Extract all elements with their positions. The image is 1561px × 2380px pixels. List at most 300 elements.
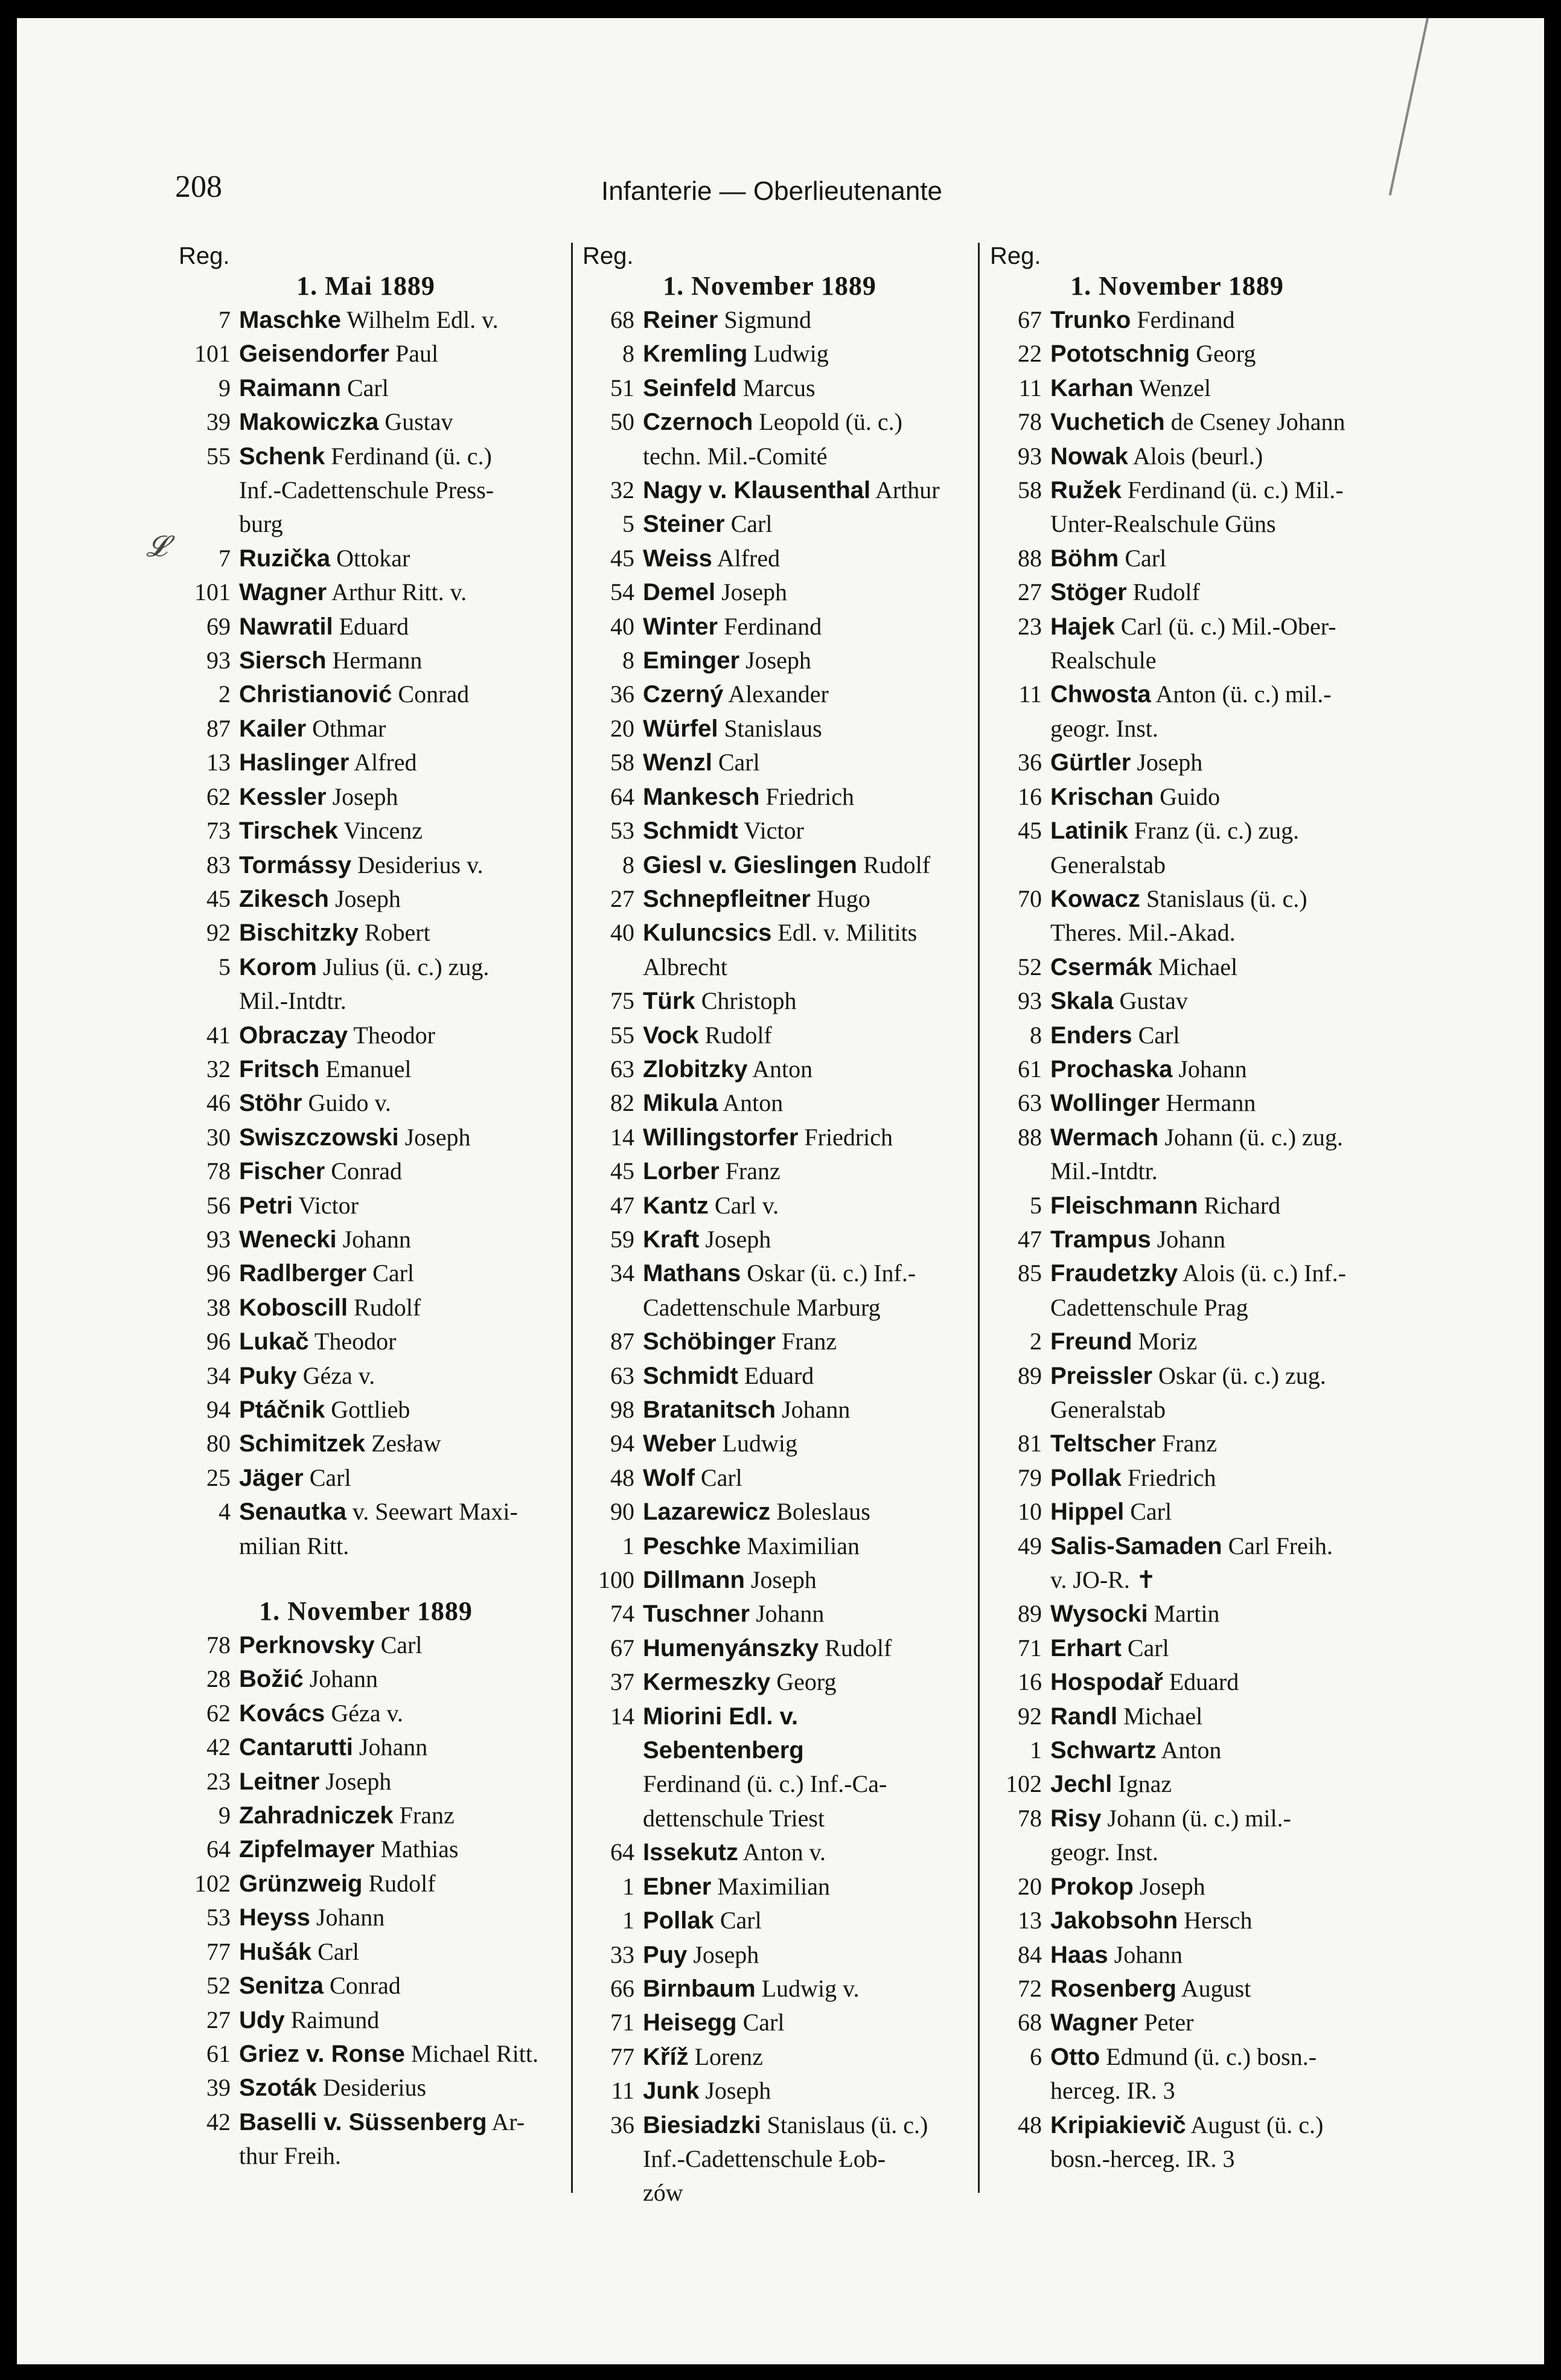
regiment-number: 63 <box>610 1361 634 1389</box>
list-item <box>583 1427 957 1460</box>
regiment-number: 1 <box>622 1872 634 1900</box>
officer-entry <box>239 1461 553 1495</box>
officer-entry <box>643 337 957 371</box>
entry-continuation: techn. Mil.-Comité <box>643 442 828 470</box>
officer-entry <box>643 303 957 337</box>
officer-entry <box>239 848 553 882</box>
regiment-number: 55 <box>206 442 231 470</box>
officer-details: Joseph <box>1137 749 1203 776</box>
officer-details: Joseph <box>1139 1872 1205 1900</box>
entry-continuation: herceg. IR. 3 <box>1050 2077 1175 2105</box>
officer-surname: Kříž <box>643 2043 689 2070</box>
entry-continuation: Realschule <box>1050 647 1157 674</box>
officer-entry <box>643 1325 957 1358</box>
entry-continuation: Inf.-Cadettenschule Press- <box>239 476 494 504</box>
regiment-number: 82 <box>610 1089 634 1117</box>
officer-entry <box>239 1359 553 1393</box>
reg-header: Reg. <box>583 243 634 269</box>
officer-entry <box>643 677 957 711</box>
column-2 <box>583 243 957 2210</box>
list-item <box>179 337 553 371</box>
officer-surname: Czerný <box>643 681 724 708</box>
regiment-number: 11 <box>1018 680 1042 708</box>
officer-details: Richard <box>1204 1191 1281 1219</box>
list-item <box>990 1597 1364 1631</box>
regiment-number: 78 <box>1018 1804 1042 1832</box>
officer-entry <box>239 1867 553 1901</box>
list-item <box>179 2037 553 2071</box>
officer-surname: Gürtler <box>1050 749 1131 776</box>
officer-details: Conrad <box>330 1972 401 2000</box>
officer-details: Guido <box>1160 782 1221 810</box>
officer-details: Alois (beurl.) <box>1132 442 1263 470</box>
list-item <box>990 882 1364 916</box>
entry-continuation: Ferdinand (ü. c.) Inf.-Ca- <box>643 1770 887 1798</box>
list-item <box>179 610 553 644</box>
list-item <box>583 1086 957 1120</box>
regiment-number: 8 <box>622 851 634 878</box>
regiment-number: 10 <box>1018 1498 1042 1526</box>
officer-details: Conrad <box>398 680 470 708</box>
regiment-number: 69 <box>206 612 231 640</box>
regiment-number: 47 <box>1018 1225 1042 1253</box>
list-item <box>179 1121 553 1154</box>
section-date: 1. November 1889 <box>259 1596 473 1627</box>
officer-details: Alfred <box>717 544 780 572</box>
officer-surname: Giesl v. Gieslingen <box>643 851 857 878</box>
officer-entry <box>239 2003 553 2037</box>
officer-entry <box>239 1154 553 1188</box>
officer-entry <box>239 1935 553 1969</box>
officer-surname: Kraft <box>643 1226 700 1253</box>
officer-details: Stanislaus (ü. c.) <box>767 2111 928 2138</box>
regiment-number: 81 <box>1018 1430 1042 1457</box>
list-item <box>179 1901 553 1934</box>
officer-surname: Böhm <box>1050 545 1119 572</box>
officer-entry <box>239 303 553 337</box>
officer-details: Carl <box>742 2009 785 2036</box>
officer-entry <box>239 712 553 746</box>
officer-details: Carl <box>1125 544 1167 572</box>
officer-entry <box>239 1256 553 1290</box>
officer-surname: Csermák <box>1050 953 1153 980</box>
officer-entry <box>239 1121 553 1154</box>
officer-entry <box>1050 1938 1364 1972</box>
regiment-number: 100 <box>598 1566 634 1594</box>
officer-surname: Jäger <box>239 1464 304 1491</box>
officer-details: August (ü. c.) <box>1190 2111 1324 2138</box>
regiment-number: 90 <box>610 1498 634 1526</box>
officer-entry <box>1050 1256 1364 1290</box>
officer-details: Ferdinand <box>724 612 822 640</box>
officer-details: Hermann <box>1166 1089 1256 1117</box>
officer-surname: Mankesch <box>643 783 760 810</box>
officer-surname: Birnbaum <box>643 1975 756 2002</box>
officer-details: Georg <box>1196 340 1256 368</box>
column-rule <box>571 243 573 2193</box>
officer-entry <box>239 371 553 405</box>
officer-entry <box>1050 440 1364 473</box>
officer-surname: Leitner <box>239 1768 320 1795</box>
regiment-number: 85 <box>1018 1259 1042 1287</box>
officer-details: Peter <box>1144 2009 1194 2036</box>
officer-entry <box>643 1086 957 1120</box>
officer-entry <box>1050 984 1364 1018</box>
officer-details: Alexander <box>728 680 829 708</box>
list-item <box>583 882 957 916</box>
officer-entry <box>1050 371 1364 405</box>
officer-details: Franz <box>725 1157 780 1185</box>
officer-entry <box>239 1393 553 1427</box>
regiment-number: 58 <box>610 749 634 776</box>
officer-entry <box>1050 1359 1364 1393</box>
officer-details: Friedrich <box>1127 1464 1216 1491</box>
list-item <box>990 1052 1364 1086</box>
officer-surname: Petri <box>239 1192 293 1219</box>
list-item <box>583 916 957 950</box>
officer-entry <box>1050 1427 1364 1460</box>
regiment-number: 36 <box>610 2111 634 2138</box>
entry-continuation: Cadettenschule Prag <box>1050 1293 1248 1321</box>
list-item <box>583 1461 957 1495</box>
officer-surname: Pollak <box>1050 1464 1122 1491</box>
regiment-number: 88 <box>1018 544 1042 572</box>
officer-surname: Koboscill <box>239 1294 348 1321</box>
officer-details: Victor <box>298 1191 359 1219</box>
officer-entry <box>643 2074 957 2108</box>
officer-details: Rudolf <box>704 1021 772 1049</box>
officer-entry <box>643 1870 957 1904</box>
officer-entry <box>239 440 553 473</box>
officer-entry <box>239 916 553 950</box>
officer-surname: Skala <box>1050 988 1114 1015</box>
list-item <box>179 1799 553 1832</box>
list-item <box>990 1121 1364 1154</box>
list-item <box>583 1189 957 1223</box>
section-date: 1. November 1889 <box>663 271 876 301</box>
officer-entry <box>643 1427 957 1460</box>
officer-details: Joseph <box>721 578 787 606</box>
officer-details: Raimund <box>290 2006 380 2033</box>
list-item <box>990 1495 1364 1529</box>
entry-continuation: Mil.-Intdtr. <box>239 987 346 1015</box>
officer-surname: Seinfeld <box>643 374 737 401</box>
list-item <box>179 1189 553 1223</box>
officer-surname: Mathans <box>643 1260 741 1287</box>
regiment-number: 75 <box>610 987 634 1015</box>
officer-surname: Wolf <box>643 1464 695 1491</box>
regiment-number: 73 <box>206 817 231 845</box>
officer-surname: Fischer <box>239 1158 325 1185</box>
entry-continuation: Generalstab <box>1050 1396 1166 1423</box>
regiment-number: 70 <box>1018 885 1042 912</box>
officer-surname: Zipfelmayer <box>239 1836 375 1863</box>
officer-details: Marcus <box>742 374 816 401</box>
officer-details: Sigmund <box>724 306 811 333</box>
list-item <box>583 507 957 541</box>
officer-details: Vincenz <box>343 817 423 845</box>
regiment-number: 67 <box>610 1634 634 1662</box>
officer-details: Joseph <box>705 2077 771 2105</box>
officer-entry <box>1050 1529 1364 1563</box>
section-date: 1. November 1889 <box>1070 271 1284 301</box>
officer-details: Ferdinand (ü. c.) Mil.- <box>1127 476 1344 504</box>
officer-details: Wenzel <box>1139 374 1211 401</box>
list-item <box>583 848 957 882</box>
regiment-number: 101 <box>194 340 231 368</box>
list-item <box>179 1730 553 1764</box>
officer-surname: Heyss <box>239 1904 310 1931</box>
officer-surname: Griez v. Ronse <box>239 2040 405 2067</box>
officer-entry <box>239 1901 553 1934</box>
officer-surname: Prokop <box>1050 1873 1134 1900</box>
officer-entry <box>239 1697 553 1730</box>
officer-details: Martin <box>1154 1600 1220 1628</box>
officer-surname: Puy <box>643 1941 688 1968</box>
list-item <box>990 1189 1364 1223</box>
officer-details: Ottokar <box>336 544 410 572</box>
officer-surname: Chwosta <box>1050 681 1151 708</box>
list-item <box>990 542 1364 575</box>
regiment-number: 89 <box>1018 1600 1042 1628</box>
officer-surname: Freund <box>1050 1328 1132 1355</box>
officer-details: Joseph <box>705 1225 771 1253</box>
list-item <box>179 1832 553 1866</box>
regiment-number: 36 <box>1018 749 1042 776</box>
entry-continuation: Mil.-Intdtr. <box>1050 1157 1158 1185</box>
officer-surname: Christianović <box>239 681 392 708</box>
officer-surname: Senitza <box>239 1972 324 2000</box>
officer-surname: Türk <box>643 988 695 1015</box>
officer-surname: Kantz <box>643 1192 709 1219</box>
officer-entry <box>1050 1631 1364 1665</box>
officer-surname: Nowak <box>1050 443 1128 470</box>
officer-entry <box>643 507 957 541</box>
list-item <box>583 814 957 848</box>
regiment-number: 8 <box>1030 1021 1042 1049</box>
regiment-number: 23 <box>206 1767 231 1795</box>
officer-entry <box>1050 1189 1364 1223</box>
regiment-number: 50 <box>610 408 634 436</box>
entry-continuation: bosn.-herceg. IR. 3 <box>1050 2145 1235 2172</box>
regiment-number: 77 <box>610 2043 634 2070</box>
list-item <box>179 2071 553 2105</box>
regiment-number: 38 <box>206 1293 231 1321</box>
officer-details: Carl <box>718 749 760 776</box>
officer-entry <box>643 984 957 1018</box>
list-item <box>583 644 957 677</box>
regiment-number: 5 <box>1030 1191 1042 1219</box>
reg-header: Reg. <box>179 243 230 269</box>
officer-entry <box>643 1631 957 1665</box>
officer-entry <box>1050 1597 1364 1631</box>
regiment-number: 45 <box>1018 817 1042 845</box>
regiment-number: 61 <box>206 2039 231 2067</box>
list-item <box>179 1461 553 1495</box>
officer-surname: Heisegg <box>643 2009 737 2036</box>
officer-entry <box>643 1495 957 1529</box>
regiment-number: 67 <box>1018 306 1042 333</box>
officer-details: Desiderius <box>322 2074 427 2102</box>
list-item <box>583 610 957 644</box>
officer-details: Rudolf <box>825 1634 892 1662</box>
regiment-number: 77 <box>206 1937 231 1965</box>
officer-entry <box>1050 814 1364 848</box>
officer-entry <box>643 1835 957 1869</box>
officer-surname: Kermeszky <box>643 1669 771 1696</box>
regiment-number: 59 <box>610 1225 634 1253</box>
officer-details: Rudolf <box>354 1293 421 1321</box>
regiment-number: 5 <box>622 510 634 538</box>
officer-surname: Stöger <box>1050 579 1127 606</box>
list-item <box>990 677 1364 711</box>
officer-details: Ludwig <box>722 1430 797 1457</box>
list-item <box>990 337 1364 371</box>
officer-entry <box>239 1189 553 1223</box>
officer-surname: Schöbinger <box>643 1328 776 1355</box>
regiment-number: 27 <box>1018 578 1042 606</box>
officer-surname: Udy <box>239 2006 285 2033</box>
officer-entry <box>1050 1019 1364 1052</box>
officer-details: Johann <box>342 1225 411 1253</box>
officer-details: Alois (ü. c.) Inf.- <box>1182 1259 1347 1287</box>
officer-surname: Baselli v. Süssenberg <box>239 2108 487 2135</box>
regiment-number: 41 <box>206 1021 231 1049</box>
list-item <box>583 1972 957 2006</box>
officer-surname: Prochaska <box>1050 1055 1173 1083</box>
officer-entry <box>1050 610 1364 644</box>
entry-continuation: thur Freih. <box>239 2142 341 2170</box>
officer-details: Guido v. <box>308 1089 391 1117</box>
regiment-number: 39 <box>206 408 231 436</box>
regiment-number: 80 <box>206 1430 231 1457</box>
officer-details: Michael <box>1123 1702 1203 1730</box>
regiment-number: 48 <box>1018 2111 1042 2138</box>
list-item <box>990 950 1364 984</box>
entry-continuation: Inf.-Cadettenschule Łob- <box>643 2145 886 2172</box>
list-item <box>179 848 553 882</box>
list-item <box>990 1223 1364 1256</box>
officer-entry <box>643 1938 957 1972</box>
officer-entry <box>1050 1802 1364 1835</box>
officer-surname: Ruzička <box>239 545 331 572</box>
officer-entry <box>1050 950 1364 984</box>
entry-continuation: burg <box>239 510 283 538</box>
officer-surname: Grünzweig <box>239 1870 363 1897</box>
list-item <box>179 916 553 950</box>
officer-entry <box>643 848 957 882</box>
officer-details: Ignaz <box>1118 1770 1172 1798</box>
regiment-number: 14 <box>610 1702 634 1730</box>
officer-entry <box>643 814 957 848</box>
regiment-number: 28 <box>206 1665 231 1693</box>
officer-entry <box>239 780 553 814</box>
list-item <box>990 1359 1364 1393</box>
officer-details: Arthur <box>875 476 940 504</box>
officer-surname: Pollak <box>643 1907 714 1934</box>
officer-surname: Puky <box>239 1362 297 1389</box>
officer-surname: Peschke <box>643 1532 741 1559</box>
officer-surname: Pototschnig <box>1050 341 1190 368</box>
regiment-number: 49 <box>1018 1532 1042 1559</box>
officer-details: Hugo <box>816 885 870 912</box>
officer-details: Friedrich <box>765 782 855 810</box>
officer-surname: Biesiadzki <box>643 2111 761 2138</box>
list-item <box>583 1631 957 1665</box>
list-item <box>179 405 553 439</box>
officer-surname: Kripiakievič <box>1050 2111 1186 2138</box>
entry-continuation: Cadettenschule Marburg <box>643 1293 881 1321</box>
regiment-number: 56 <box>206 1191 231 1219</box>
officer-entry <box>1050 473 1364 507</box>
officer-entry <box>239 1325 553 1358</box>
officer-entry <box>239 2037 553 2071</box>
list-item <box>583 1223 957 1256</box>
regiment-number: 14 <box>610 1123 634 1151</box>
officer-entry <box>1050 1325 1364 1358</box>
regiment-number: 68 <box>1018 2009 1042 2036</box>
officer-surname: Kowacz <box>1050 885 1140 912</box>
regiment-number: 34 <box>610 1259 634 1287</box>
regiment-number: 93 <box>1018 987 1042 1015</box>
officer-entry <box>1050 1665 1364 1699</box>
officer-surname: Winter <box>643 613 718 640</box>
officer-entry <box>643 916 957 950</box>
officer-details: Franz <box>399 1802 455 1829</box>
regiment-number: 46 <box>206 1089 231 1117</box>
list-item <box>990 1256 1364 1290</box>
officer-entry <box>643 473 957 507</box>
list-item <box>990 1019 1364 1052</box>
list-item <box>179 1662 553 1696</box>
officer-surname: Ružek <box>1050 477 1122 504</box>
regiment-number: 74 <box>610 1600 634 1628</box>
officer-surname: Humenyánszky <box>643 1634 819 1662</box>
regiment-number: 20 <box>1018 1872 1042 1900</box>
list-item <box>179 882 553 916</box>
list-item <box>179 677 553 711</box>
regiment-number: 32 <box>610 476 634 504</box>
officer-surname: Miorini Edl. v. Sebentenberg <box>643 1703 804 1764</box>
regiment-number: 51 <box>610 374 634 401</box>
officer-surname: Fraudetzky <box>1050 1260 1178 1287</box>
officer-surname: Nawratil <box>239 613 333 640</box>
officer-surname: Tirschek <box>239 817 338 845</box>
officer-entry <box>1050 1495 1364 1529</box>
officer-surname: Radlberger <box>239 1260 367 1287</box>
list-item <box>583 746 957 779</box>
officer-entry <box>239 950 553 984</box>
officer-entry <box>239 1019 553 1052</box>
officer-surname: Vock <box>643 1022 699 1049</box>
officer-surname: Schmidt <box>643 1362 738 1389</box>
officer-entry <box>1050 1733 1364 1767</box>
officer-details: Christoph <box>701 987 797 1015</box>
officer-surname: Teltscher <box>1050 1430 1156 1457</box>
regiment-number: 32 <box>206 1055 231 1083</box>
regiment-number: 45 <box>206 885 231 912</box>
officer-details: Edl. v. Militits <box>777 919 918 947</box>
officer-surname: Weiss <box>643 545 712 572</box>
officer-surname: Trampus <box>1050 1226 1151 1253</box>
officer-entry <box>239 814 553 848</box>
regiment-number: 6 <box>1030 2043 1042 2070</box>
regiment-number: 20 <box>610 714 634 742</box>
officer-details: Rudolf <box>1132 578 1200 606</box>
officer-entry <box>239 405 553 439</box>
officer-surname: Jechl <box>1050 1771 1112 1798</box>
officer-entry <box>1050 1700 1364 1733</box>
